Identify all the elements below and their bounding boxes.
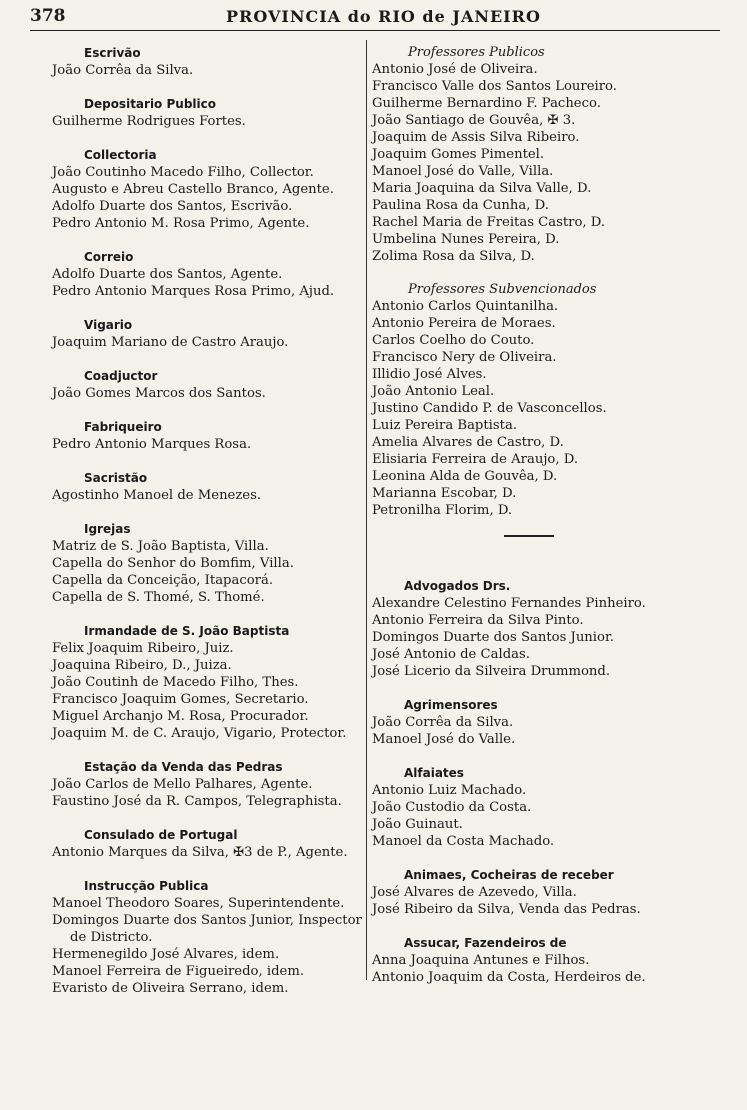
directory-entry: José Ribeiro da Silva, Venda das Pedras. xyxy=(372,902,641,917)
directory-entry: Agostinho Manoel de Menezes. xyxy=(52,488,262,503)
directory-entry: Antonio Ferreira da Silva Pinto. xyxy=(372,613,584,628)
section-heading: Agrimensores xyxy=(404,698,498,712)
directory-entry: Pedro Antonio Marques Rosa Primo, Ajud. xyxy=(52,284,335,299)
running-title: PROVINCIA do RIO de JANEIRO xyxy=(226,7,541,26)
directory-entry: José Alvares de Azevedo, Villa. xyxy=(372,885,577,900)
directory-section xyxy=(52,146,364,232)
section-heading: Estação da Venda das Pedras xyxy=(84,760,283,774)
directory-section xyxy=(372,281,672,519)
left-column xyxy=(52,44,364,1013)
directory-section xyxy=(52,316,364,351)
directory-section xyxy=(372,866,672,918)
directory-entry: João Carlos de Mello Palhares, Agente. xyxy=(52,777,313,792)
right-column xyxy=(372,44,672,1002)
directory-entry: Justino Candido P. de Vasconcellos. xyxy=(372,401,607,416)
directory-entry: João Custodio da Costa. xyxy=(372,800,532,815)
directory-entry: Guilherme Rodrigues Fortes. xyxy=(52,114,246,129)
directory-entry: Felix Joaquim Ribeiro, Juiz. xyxy=(52,641,234,656)
right-column-top xyxy=(372,44,672,519)
directory-entry: Carlos Coelho do Couto. xyxy=(372,333,535,348)
directory-entry: Paulina Rosa da Cunha, D. xyxy=(372,198,549,213)
directory-section xyxy=(52,826,364,861)
page-header xyxy=(30,4,720,31)
directory-entry: Manoel da Costa Machado. xyxy=(372,834,555,849)
directory-section xyxy=(52,469,364,504)
section-heading: Advogados Drs. xyxy=(404,579,511,593)
directory-entry: Francisco Nery de Oliveira. xyxy=(372,350,557,365)
directory-entry: Adolfo Duarte dos Santos, Escrivão. xyxy=(52,199,293,214)
directory-entry: Marianna Escobar, D. xyxy=(372,486,517,501)
directory-entry: Capella da Conceição, Itapacorá. xyxy=(52,573,274,588)
directory-section xyxy=(372,577,672,680)
directory-entry: Guilherme Bernardino F. Pacheco. xyxy=(372,96,601,111)
section-heading: Assucar, Fazendeiros de xyxy=(404,936,567,950)
directory-entry: Antonio Joaquim da Costa, Herdeiros de. xyxy=(372,970,646,985)
section-heading: Escrivão xyxy=(84,46,141,60)
directory-entry: Pedro Antonio M. Rosa Primo, Agente. xyxy=(52,216,310,231)
directory-section xyxy=(52,520,364,606)
directory-section xyxy=(52,95,364,130)
directory-entry: Capella do Senhor do Bomfim, Villa. xyxy=(52,556,294,571)
directory-entry: Illidio José Alves. xyxy=(372,367,487,382)
directory-entry: Matriz de S. João Baptista, Villa. xyxy=(52,539,269,554)
directory-entry: Antonio Marques da Silva, ✠3 de P., Agente. xyxy=(52,845,348,860)
directory-section xyxy=(372,934,672,986)
section-heading: Correio xyxy=(84,250,134,264)
directory-entry: Capella de S. Thomé, S. Thomé. xyxy=(52,590,265,605)
directory-entry: Manoel Ferreira de Figueiredo, idem. xyxy=(52,964,305,979)
section-heading: Fabriqueiro xyxy=(84,420,162,434)
directory-entry: Umbelina Nunes Pereira, D. xyxy=(372,232,560,247)
directory-entry: Amelia Alvares de Castro, D. xyxy=(372,435,564,450)
directory-entry: Elisiaria Ferreira de Araujo, D. xyxy=(372,452,579,467)
directory-entry: Miguel Archanjo M. Rosa, Procurador. xyxy=(52,709,309,724)
directory-entry: Joaquim de Assis Silva Ribeiro. xyxy=(372,130,580,145)
directory-section xyxy=(52,622,364,742)
directory-entry: Manoel José do Valle. xyxy=(372,732,516,747)
directory-entry: Joaquim Mariano de Castro Araujo. xyxy=(52,335,289,350)
directory-entry: João Corrêa da Silva. xyxy=(52,63,194,78)
directory-entry: Hermenegildo José Alvares, idem. xyxy=(52,947,280,962)
directory-entry: Luiz Pereira Baptista. xyxy=(372,418,518,433)
directory-section xyxy=(372,764,672,850)
directory-section xyxy=(372,44,672,265)
directory-section xyxy=(52,44,364,79)
directory-entry: Anna Joaquina Antunes e Filhos. xyxy=(372,953,590,968)
section-heading: Sacristão xyxy=(84,471,148,485)
directory-entry: Rachel Maria de Freitas Castro, D. xyxy=(372,215,606,230)
section-heading: Irmandade de S. João Baptista xyxy=(84,624,290,638)
directory-entry: Augusto e Abreu Castello Branco, Agente. xyxy=(52,182,334,197)
directory-entry: João Coutinho Macedo Filho, Collector. xyxy=(52,165,314,180)
directory-entry: Antonio Luiz Machado. xyxy=(372,783,527,798)
directory-section xyxy=(52,877,364,997)
section-heading: Alfaiates xyxy=(404,766,464,780)
directory-entry: Leonina Alda de Gouvêa, D. xyxy=(372,469,558,484)
section-heading: Instrucção Publica xyxy=(84,879,209,893)
section-heading: Igrejas xyxy=(84,522,131,536)
directory-entry: Maria Joaquina da Silva Valle, D. xyxy=(372,181,592,196)
directory-entry: Alexandre Celestino Fernandes Pinheiro. xyxy=(372,596,646,611)
directory-section xyxy=(52,418,364,453)
directory-entry: João Corrêa da Silva. xyxy=(372,715,514,730)
directory-section xyxy=(372,696,672,748)
directory-entry: Antonio Pereira de Moraes. xyxy=(372,316,556,331)
directory-entry: Zolima Rosa da Silva, D. xyxy=(372,249,535,264)
section-heading: Coadjuctor xyxy=(84,369,158,383)
directory-section xyxy=(52,758,364,810)
directory-entry: Francisco Valle dos Santos Loureiro. xyxy=(372,79,617,94)
directory-entry: João Guinaut. xyxy=(372,817,463,832)
directory-entry: João Santiago de Gouvêa, ✠ 3. xyxy=(372,113,576,128)
directory-section xyxy=(52,367,364,402)
section-heading: Animaes, Cocheiras de receber xyxy=(404,868,614,882)
directory-entry: Domingos Duarte dos Santos Junior. xyxy=(372,630,615,645)
directory-entry: Adolfo Duarte dos Santos, Agente. xyxy=(52,267,283,282)
directory-entry: João Gomes Marcos dos Santos. xyxy=(52,386,266,401)
directory-entry: Petronilha Florim, D. xyxy=(372,503,513,518)
section-heading: Consulado de Portugal xyxy=(84,828,238,842)
directory-entry: José Licerio da Silveira Drummond. xyxy=(372,664,611,679)
directory-entry: Domingos Duarte dos Santos Junior, Inspector de Districto. xyxy=(52,913,362,945)
directory-entry: Joaquina Ribeiro, D., Juiza. xyxy=(52,658,232,673)
section-heading: Collectoria xyxy=(84,148,157,162)
directory-entry: Antonio Carlos Quintanilha. xyxy=(372,299,559,314)
directory-entry: Francisco Joaquim Gomes, Secretario. xyxy=(52,692,309,707)
section-heading: Professores Subvencionados xyxy=(408,282,597,297)
column-rule xyxy=(366,40,367,980)
directory-entry: José Antonio de Caldas. xyxy=(372,647,530,662)
directory-entry: João Antonio Leal. xyxy=(372,384,495,399)
directory-entry: Joaquim M. de C. Araujo, Vigario, Protector. xyxy=(52,726,347,741)
directory-entry: Faustino José da R. Campos, Telegraphista. xyxy=(52,794,342,809)
right-column-bottom xyxy=(372,577,672,986)
directory-entry: Manoel José do Valle, Villa. xyxy=(372,164,554,179)
directory-entry: Joaquim Gomes Pimentel. xyxy=(372,147,545,162)
section-heading: Depositario Publico xyxy=(84,97,216,111)
directory-entry: Evaristo de Oliveira Serrano, idem. xyxy=(52,981,289,996)
page-number: 378 xyxy=(30,6,66,26)
section-heading: Vigario xyxy=(84,318,133,332)
section-heading: Professores Publicos xyxy=(408,45,545,60)
directory-entry: Pedro Antonio Marques Rosa. xyxy=(52,437,252,452)
directory-entry: João Coutinh de Macedo Filho, Thes. xyxy=(52,675,299,690)
directory-entry: Antonio José de Oliveira. xyxy=(372,62,538,77)
directory-entry: Manoel Theodoro Soares, Superintendente. xyxy=(52,896,345,911)
directory-section xyxy=(52,248,364,300)
section-divider xyxy=(504,535,554,537)
